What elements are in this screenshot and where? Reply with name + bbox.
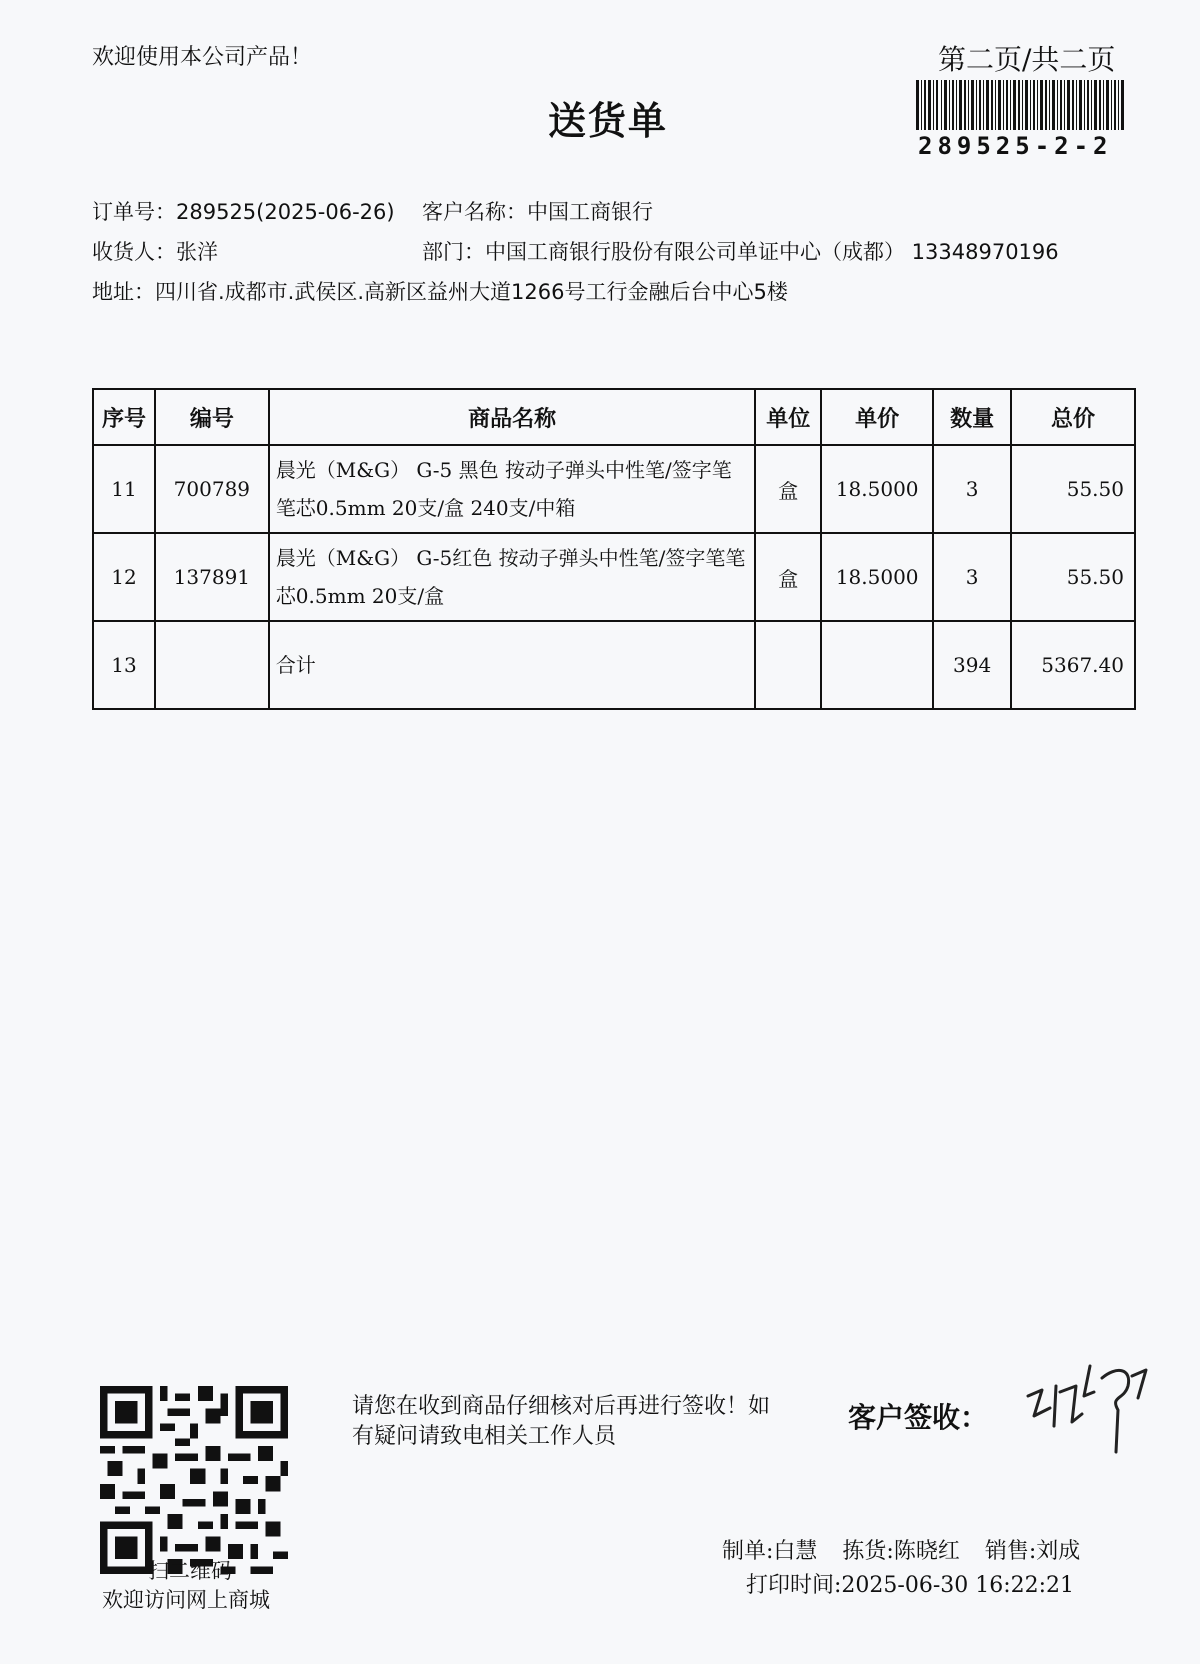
cell-quantity: 3 bbox=[933, 533, 1011, 621]
cell-unit: 盒 bbox=[755, 533, 821, 621]
cell-product-name: 晨光（M&G） G-5红色 按动子弹头中性笔/签字笔笔芯0.5mm 20支/盒 bbox=[269, 533, 756, 621]
picker-name: 拣货:陈晓红 bbox=[842, 1539, 960, 1564]
header-product-name: 商品名称 bbox=[269, 389, 756, 445]
table-header-row bbox=[93, 389, 1135, 445]
qr-caption-scan: 扫二维码 bbox=[148, 1559, 232, 1583]
verification-notice: 请您在收到商品仔细核对后再进行签收！如有疑问请致电相关工作人员 bbox=[352, 1394, 771, 1449]
handwritten-signature bbox=[1020, 1356, 1170, 1456]
print-time: 打印时间:2025-06-30 16:22:21 bbox=[746, 1573, 1075, 1598]
cell-unit-price: 18.5000 bbox=[821, 533, 933, 621]
staff-info bbox=[722, 1534, 1098, 1565]
delivery-address: 地址：四川省.成都市.武侯区.高新区益州大道1266号工行金融后台中心5楼 bbox=[92, 280, 788, 304]
cell-unit-price: 18.5000 bbox=[821, 445, 933, 533]
qr-code-image bbox=[100, 1386, 288, 1574]
cell-quantity: 394 bbox=[933, 621, 1011, 709]
customer-signature-label: 客户签收： bbox=[848, 1401, 989, 1434]
cell-total-price: 55.50 bbox=[1011, 445, 1135, 533]
welcome-text: 欢迎使用本公司产品！ bbox=[92, 45, 313, 70]
header-unit-price: 单价 bbox=[821, 389, 933, 445]
customer-name: 客户名称：中国工商银行 bbox=[422, 200, 653, 224]
table-row bbox=[93, 445, 1135, 533]
cell-total-price: 5367.40 bbox=[1011, 621, 1135, 709]
document-title: 送货单 bbox=[548, 99, 669, 143]
cell-product-name: 晨光（M&G） G-5 黑色 按动子弹头中性笔/签字笔笔芯0.5mm 20支/盒 240支/中箱 bbox=[269, 445, 756, 533]
header-seq: 序号 bbox=[93, 389, 155, 445]
maker-name: 制单:白慧 bbox=[722, 1539, 818, 1564]
header-total-price: 总价 bbox=[1011, 389, 1135, 445]
cell-code: 137891 bbox=[155, 533, 269, 621]
cell-total-price: 55.50 bbox=[1011, 533, 1135, 621]
header-code: 编号 bbox=[155, 389, 269, 445]
cell-unit: 盒 bbox=[755, 445, 821, 533]
cell-unit bbox=[755, 621, 821, 709]
table-row-total bbox=[93, 621, 1135, 709]
page-indicator: 第二页/共二页 bbox=[938, 43, 1116, 76]
table-row bbox=[93, 533, 1135, 621]
barcode-number: 289525-2-2 bbox=[918, 132, 1113, 160]
department-info: 部门：中国工商银行股份有限公司单证中心（成都） 13348970196 bbox=[422, 240, 1059, 264]
cell-seq: 11 bbox=[93, 445, 155, 533]
receiver-name: 收货人：张洋 bbox=[92, 240, 218, 264]
cell-seq: 12 bbox=[93, 533, 155, 621]
order-number: 订单号：289525(2025-06-26) bbox=[92, 200, 395, 224]
cell-product-name: 合计 bbox=[269, 621, 756, 709]
header-unit: 单位 bbox=[755, 389, 821, 445]
items-table bbox=[92, 388, 1136, 710]
cell-seq: 13 bbox=[93, 621, 155, 709]
cell-quantity: 3 bbox=[933, 445, 1011, 533]
qr-caption-visit: 欢迎访问网上商城 bbox=[102, 1588, 270, 1612]
sales-name: 销售:刘成 bbox=[984, 1539, 1081, 1564]
cell-code: 700789 bbox=[155, 445, 269, 533]
cell-code bbox=[155, 621, 269, 709]
cell-unit-price bbox=[821, 621, 933, 709]
header-quantity: 数量 bbox=[933, 389, 1011, 445]
barcode-image bbox=[916, 80, 1124, 130]
